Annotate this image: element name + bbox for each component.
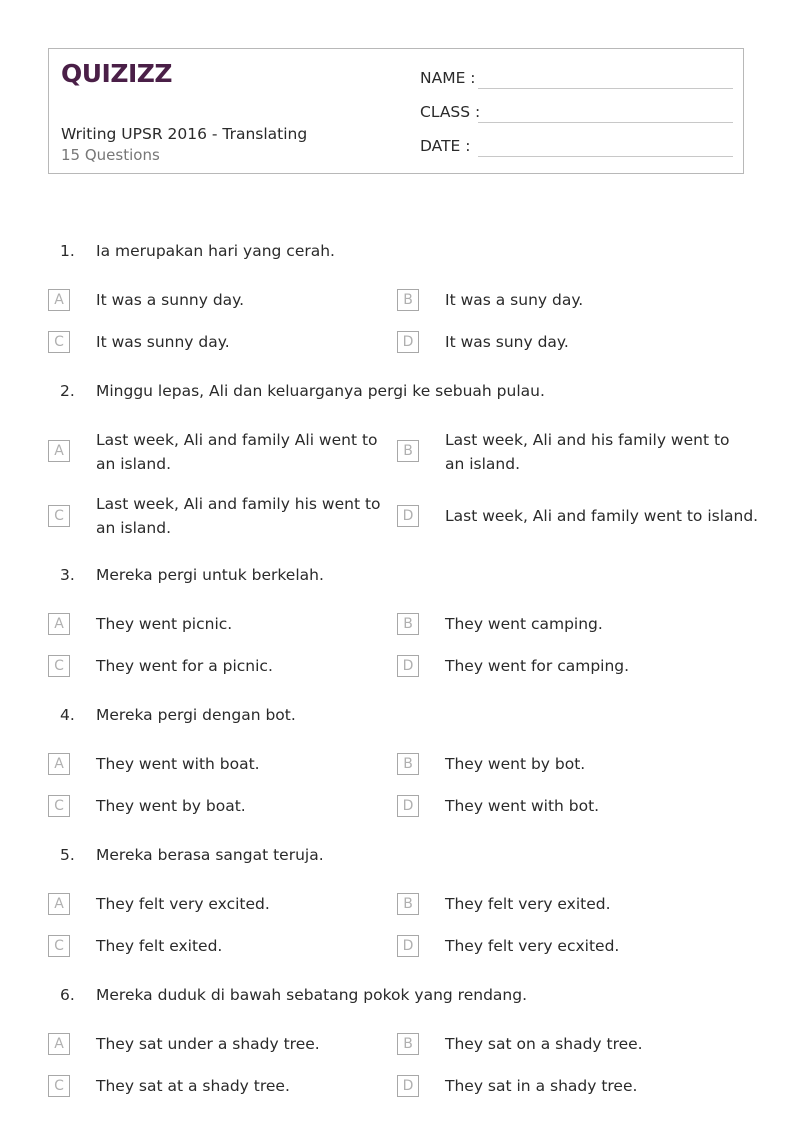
option-box-a[interactable]: A: [48, 289, 70, 311]
option-text: It was suny day.: [445, 333, 569, 351]
name-field[interactable]: [420, 65, 733, 89]
date-line[interactable]: [478, 156, 733, 157]
question-number: 6.: [60, 986, 75, 1004]
option-box-b[interactable]: B: [397, 893, 419, 915]
class-label: CLASS :: [420, 103, 481, 121]
option-box-c[interactable]: C: [48, 655, 70, 677]
option-text: They went with bot.: [445, 797, 600, 815]
option-box-a[interactable]: A: [48, 440, 70, 462]
worksheet-title: Writing UPSR 2016 - Translating: [61, 125, 308, 143]
question-text: Mereka pergi dengan bot.: [96, 706, 296, 724]
option-box-a[interactable]: A: [48, 613, 70, 635]
option-text: They felt very exited.: [445, 895, 611, 913]
option-box-a[interactable]: A: [48, 893, 70, 915]
option-text: They felt very ecxited.: [445, 937, 620, 955]
date-label: DATE :: [420, 137, 471, 155]
option-text: It was a suny day.: [445, 291, 584, 309]
option-text: It was a sunny day.: [96, 291, 245, 309]
option-box-a[interactable]: A: [48, 1033, 70, 1055]
question-text: Minggu lepas, Ali dan keluarganya pergi ke sebuah pulau.: [96, 382, 545, 400]
question-text: Mereka duduk di bawah sebatang pokok yang rendang.: [96, 986, 527, 1004]
question-text: Ia merupakan hari yang cerah.: [96, 242, 335, 260]
option-text: They went picnic.: [96, 615, 233, 633]
question-text: Mereka berasa sangat teruja.: [96, 846, 324, 864]
option-text: They sat at a shady tree.: [96, 1077, 290, 1095]
question-text: Mereka pergi untuk berkelah.: [96, 566, 324, 584]
class-line[interactable]: [478, 122, 733, 123]
option-text: They felt exited.: [96, 937, 223, 955]
option-box-c[interactable]: C: [48, 505, 70, 527]
option-box-b[interactable]: B: [397, 289, 419, 311]
option-text: They sat under a shady tree.: [96, 1035, 320, 1053]
option-box-c[interactable]: C: [48, 331, 70, 353]
option-text: Last week, Ali and family went to island.: [445, 507, 759, 525]
option-box-d[interactable]: D: [397, 331, 419, 353]
worksheet-header: [48, 48, 744, 174]
option-box-c[interactable]: C: [48, 935, 70, 957]
option-box-a[interactable]: A: [48, 753, 70, 775]
option-text: They went for camping.: [445, 657, 630, 675]
option-box-d[interactable]: D: [397, 1075, 419, 1097]
option-text: They sat in a shady tree.: [445, 1077, 638, 1095]
option-text: They went with boat.: [96, 755, 260, 773]
option-text: They went for a picnic.: [96, 657, 273, 675]
question-count: 15 Questions: [61, 146, 160, 164]
question-number: 1.: [60, 242, 75, 260]
option-box-b[interactable]: B: [397, 753, 419, 775]
name-label: NAME :: [420, 69, 476, 87]
option-box-c[interactable]: C: [48, 1075, 70, 1097]
option-text: Last week, Ali and family his went to an island.: [96, 495, 381, 537]
option-box-d[interactable]: D: [397, 795, 419, 817]
option-box-d[interactable]: D: [397, 505, 419, 527]
option-box-c[interactable]: C: [48, 795, 70, 817]
option-text: They felt very excited.: [96, 895, 270, 913]
option-box-b[interactable]: B: [397, 1033, 419, 1055]
option-text: Last week, Ali and family Ali went to an island.: [96, 431, 378, 473]
question-number: 3.: [60, 566, 75, 584]
question-number: 4.: [60, 706, 75, 724]
question-number: 5.: [60, 846, 75, 864]
option-text: They went by boat.: [96, 797, 246, 815]
name-line[interactable]: [478, 88, 733, 89]
option-text: They went camping.: [445, 615, 603, 633]
option-text: They went by bot.: [445, 755, 586, 773]
option-text: It was sunny day.: [96, 333, 230, 351]
option-text: They sat on a shady tree.: [445, 1035, 643, 1053]
class-field[interactable]: [420, 99, 733, 123]
option-box-d[interactable]: D: [397, 655, 419, 677]
option-box-b[interactable]: B: [397, 440, 419, 462]
date-field[interactable]: [420, 133, 733, 157]
question-number: 2.: [60, 382, 75, 400]
option-text: Last week, Ali and his family went to an island.: [445, 431, 730, 473]
quizizz-logo: QUIZIZZ: [61, 59, 173, 88]
option-box-b[interactable]: B: [397, 613, 419, 635]
option-box-d[interactable]: D: [397, 935, 419, 957]
